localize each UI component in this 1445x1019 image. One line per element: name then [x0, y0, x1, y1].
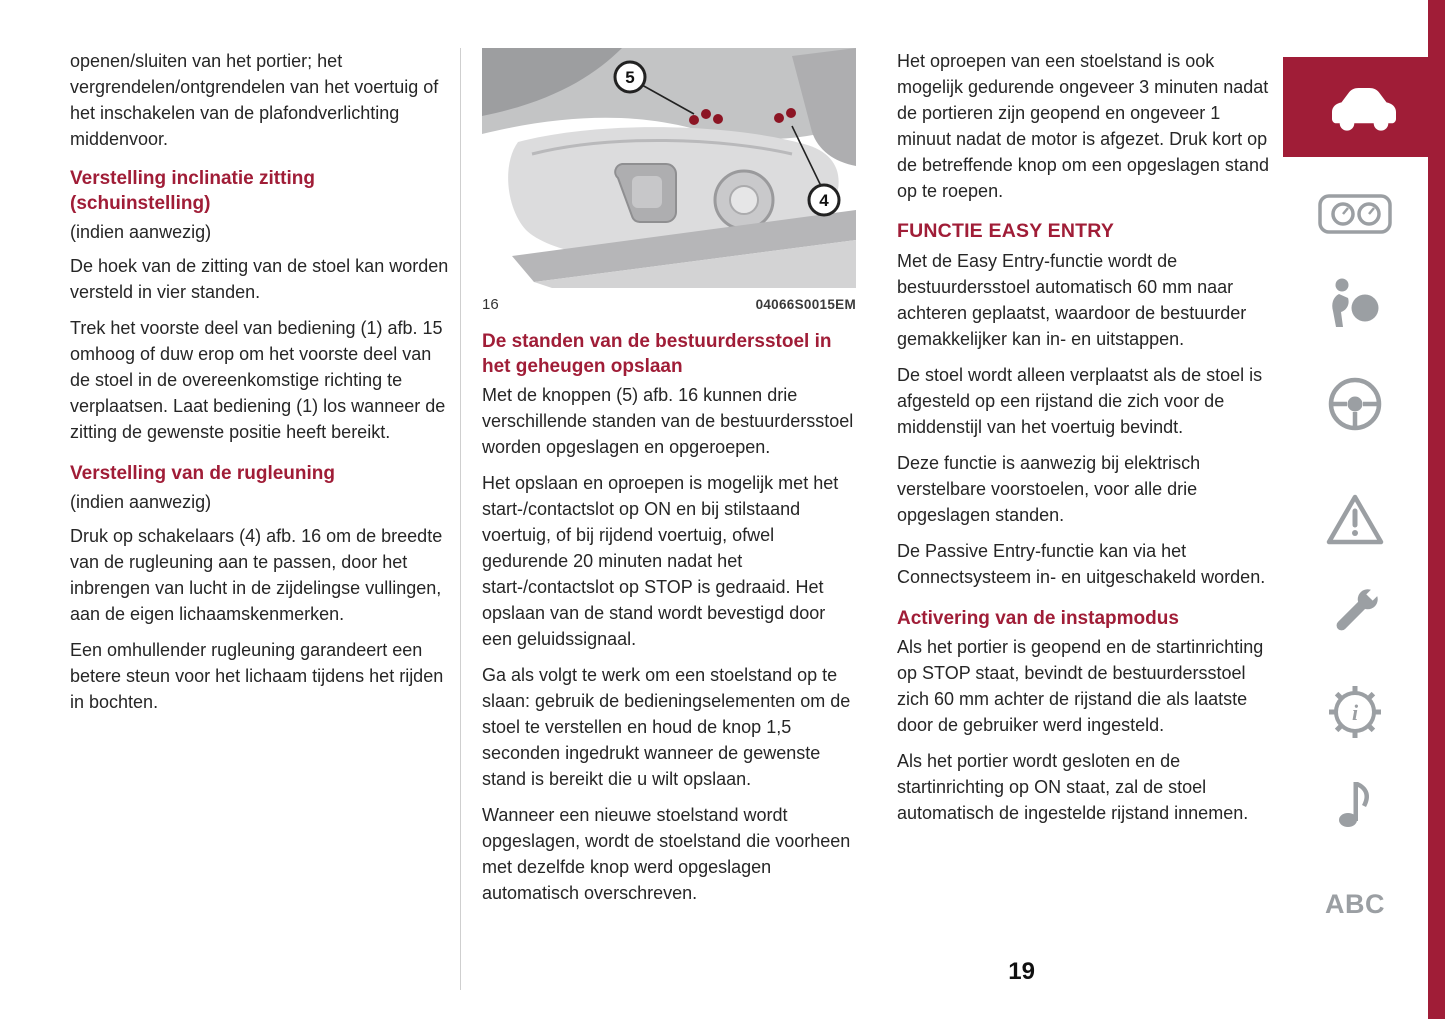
figure-number: 16 — [482, 296, 499, 313]
section-heading-incline: Verstelling inclinatie zitting (schuinstelling) — [70, 168, 315, 214]
body-paragraph: Druk op schakelaars (4) afb. 16 om de breedte van de rugleuning aan te passen, door het inbrengen van lucht in de zijdelingse vullingen, aan de eigen lichaamskenmerken. — [70, 526, 443, 624]
info-glyph: i — [1351, 700, 1359, 725]
body-paragraph: Als het portier is geopend en de startinrichting op STOP staat, bevindt de bestuurdersstoel zich 60 mm achter de rijstand die als laatste door de gebruiker werd ingesteld. — [897, 637, 1264, 735]
body-paragraph: Trek het voorste deel van bediening (1) afb. 15 omhoog of duw erop om het voorste deel van de stoel in de overeenkomstige richting te verplaatsen. Laat bediening (1) los wanneer de zitting de gewenste positie heeft bereikt. — [70, 318, 446, 442]
gear-info-icon — [1325, 682, 1385, 742]
airbag-icon — [1325, 274, 1385, 334]
music-note-icon — [1328, 772, 1382, 832]
steering-wheel-icon — [1325, 374, 1385, 434]
column-divider — [460, 48, 461, 990]
chapter-sidebar — [1283, 0, 1445, 1019]
section-heading-activation: Activering van de instapmodus — [897, 608, 1179, 629]
body-paragraph: De Passive Entry-functie kan via het Connectsysteem in- en uitgeschakeld worden. — [897, 541, 1266, 587]
body-paragraph: openen/sluiten van het portier; het vergrendelen/ontgrendelen van het voertuig of het inschakelen van de plafondverlichting middenvoor. — [70, 51, 439, 149]
sidebar-tab-maintenance[interactable] — [1283, 580, 1427, 644]
callout-4: 4 — [819, 191, 829, 210]
abc-label: ABC — [1325, 888, 1385, 919]
body-paragraph: Als het portier wordt gesloten en de startinrichting op ON staat, zal de stoel automatisch de ingestelde rijstand innemen. — [897, 751, 1249, 823]
body-paragraph: De hoek van de zitting van de stoel kan worden versteld in vier standen. — [70, 256, 449, 302]
warning-triangle-icon — [1324, 491, 1386, 549]
seat-figure — [482, 48, 856, 313]
body-paragraph: Een omhullender rugleuning garandeert een betere steun voor het lichaam tijdens het rijden in bochten. — [70, 640, 444, 712]
section-heading-memory: De standen van de bestuurdersstoel in het geheugen opslaan — [482, 331, 832, 377]
body-paragraph: Deze functie is aanwezig bij elektrisch verstelbare voorstoelen, voor alle drie opgeslagen standen. — [897, 453, 1201, 525]
availability-note: (indien aanwezig) — [70, 492, 212, 512]
chapter-heading-easy-entry: FUNCTIE EASY ENTRY — [897, 220, 1115, 242]
page-number: 19 — [1008, 958, 1035, 985]
sidebar-tab-dashboard[interactable] — [1283, 182, 1427, 246]
column-middle — [482, 48, 856, 916]
figure-caption — [482, 296, 856, 313]
sidebar-tab-index[interactable] — [1283, 876, 1427, 932]
column-left — [70, 48, 450, 725]
availability-note: (indien aanwezig) — [70, 222, 212, 242]
body-paragraph: Ga als volgt te werk om een stoelstand op te slaan: gebruik de bedieningselementen om de stoel te verstellen en houd de knop 1,5 seconden ingedrukt wanneer de gewenste stand is bereikt die u wilt opslaan. — [482, 665, 851, 789]
column-right — [897, 48, 1269, 836]
body-paragraph: De stoel wordt alleen verplaatst als de stoel is afgesteld op een rijstand die zich voor de middenstijl van het voertuig bevindt. — [897, 365, 1263, 437]
body-paragraph: Met de knoppen (5) afb. 16 kunnen drie verschillende standen van de bestuurdersstoel worden opgeslagen en opgeroepen. — [482, 385, 854, 457]
wrench-icon — [1325, 582, 1385, 642]
sidebar-tab-technical-data[interactable] — [1283, 680, 1427, 744]
body-paragraph: Het oproepen van een stoelstand is ook mogelijk gedurende ongeveer 3 minuten nadat de portieren zijn geopend en ongeveer 1 minuut nadat de motor is afgezet. Druk kort op de betreffende knop om een opgeslagen stand op te roepen. — [897, 51, 1269, 201]
body-paragraph: Met de Easy Entry-functie wordt de bestuurdersstoel automatisch 60 mm naar achteren geplaatst, waardoor de bestuurder gemakkelijker kan in- en uitstappen. — [897, 251, 1247, 349]
sidebar-tab-emergency[interactable] — [1283, 488, 1427, 552]
sidebar-tab-safety[interactable] — [1283, 272, 1427, 336]
sidebar-tab-driving[interactable] — [1283, 372, 1427, 436]
page-edge-stripe — [1428, 0, 1445, 1019]
car-icon — [1322, 81, 1406, 133]
seat-illustration — [482, 48, 856, 288]
figure-code: 04066S0015EM — [755, 297, 856, 312]
callout-5: 5 — [625, 68, 635, 87]
section-heading-backrest: Verstelling van de rugleuning — [70, 463, 335, 484]
sidebar-tab-multimedia[interactable] — [1283, 770, 1427, 834]
body-paragraph: Wanneer een nieuwe stoelstand wordt opgeslagen, wordt de stoelstand die voorheen met dezelfde knop werd opgeslagen automatisch overschreven. — [482, 805, 851, 903]
body-paragraph: Het opslaan en oproepen is mogelijk met het start-/contactslot op ON en bij stilstaand voertuig, of bij rijdend voertuig, ofwel gedurende 20 minuten nadat het start-/contactslot op STOP is gedraaid. Het opslaan van de stand wordt bevestigd door een geluidssignaal. — [482, 473, 839, 649]
sidebar-tab-vehicle[interactable] — [1283, 57, 1445, 157]
dashboard-icon — [1317, 191, 1393, 237]
